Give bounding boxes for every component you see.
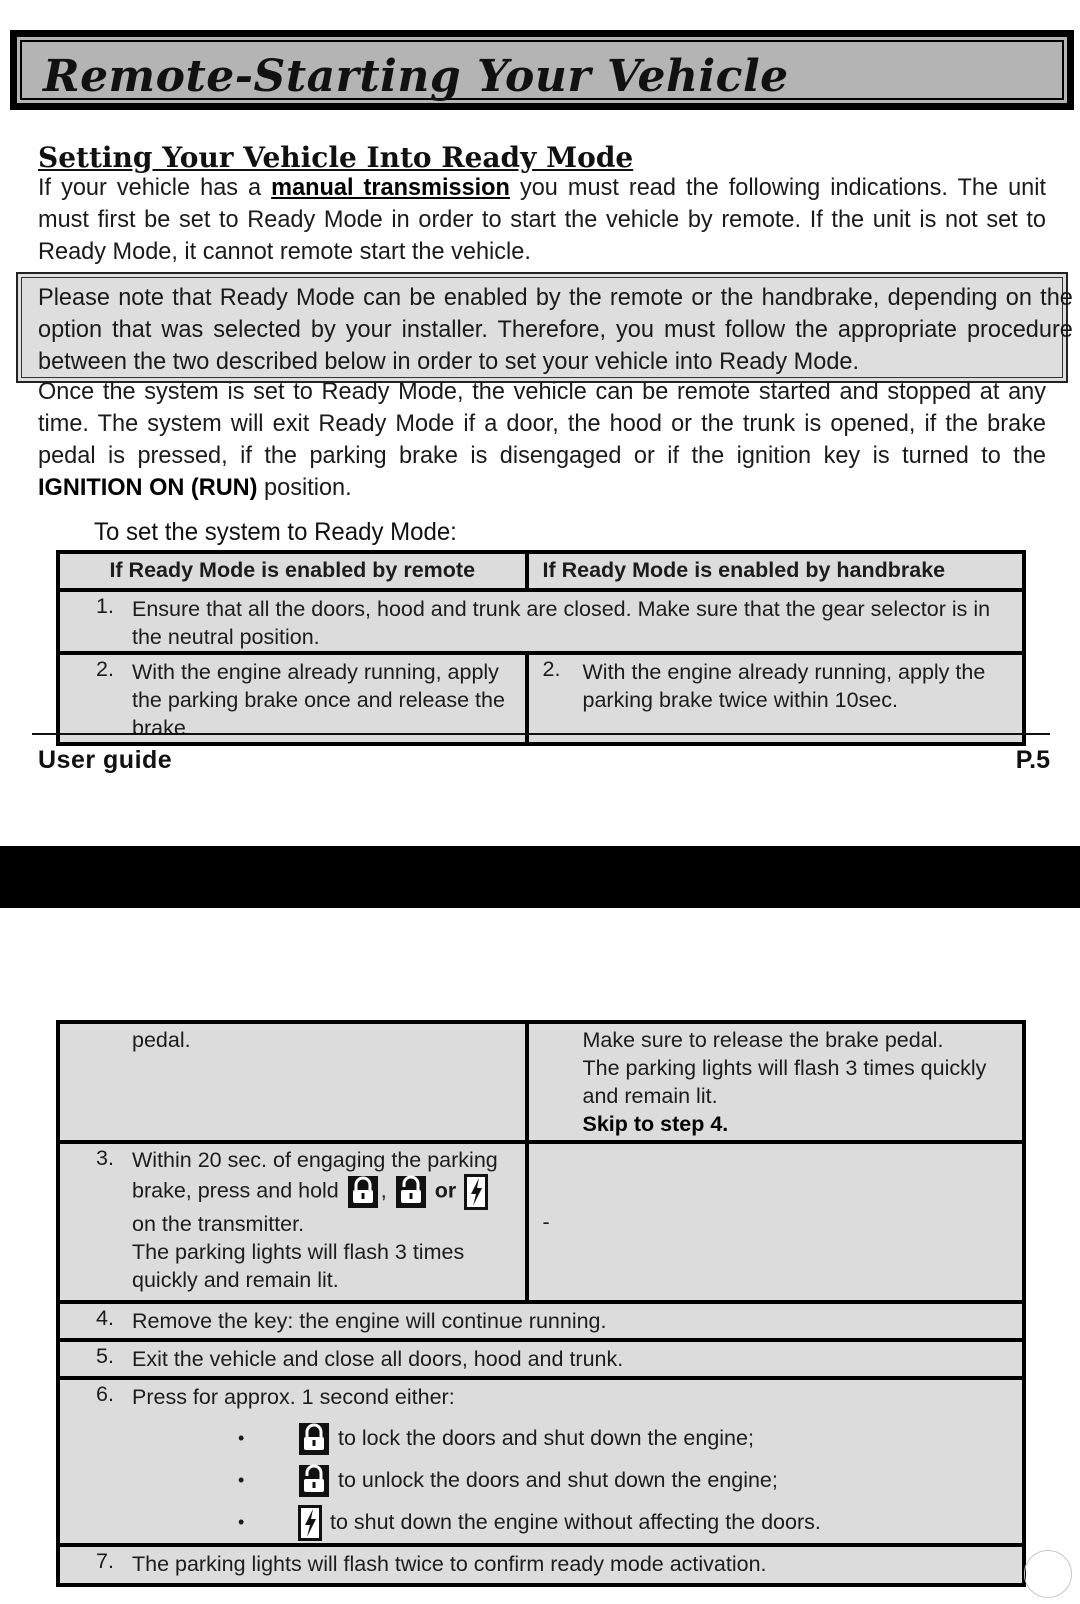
intro-paragraph <box>38 172 1046 268</box>
note-box <box>16 272 1073 383</box>
ignition-on-term: IGNITION ON (RUN) <box>38 474 258 501</box>
page-separator-band <box>0 846 1080 908</box>
unlock-option-text: to unlock the doors and shut down the engine; <box>337 1468 778 1492</box>
lock-option-text: to lock the doors and shut down the engine; <box>337 1426 754 1450</box>
continued-handbrake <box>529 1024 1023 1138</box>
step-3-handbrake-empty: - <box>542 1210 550 1234</box>
table-header-row <box>58 552 1024 590</box>
step-number: 4. <box>96 1306 114 1330</box>
intro-text-start: If your vehicle has a <box>38 174 272 201</box>
list-item <box>60 1417 1022 1459</box>
step-2-handbrake-text: With the engine already running, apply the parking brake twice within 10sec. <box>582 660 986 712</box>
lock-icon <box>298 1422 330 1456</box>
bullet: • <box>238 1512 245 1532</box>
manual-transmission-term: manual transmission <box>271 174 510 201</box>
icon-separator: , <box>380 1178 387 1203</box>
column-header-handbrake: If Ready Mode is enabled by handbrake <box>527 552 1025 590</box>
step-number: 6. <box>96 1382 114 1406</box>
step-6-text: Press for approx. 1 second either: <box>132 1385 455 1409</box>
step-3-text-c: The parking lights will flash 3 times quickly and remain lit. <box>132 1240 465 1292</box>
step-4-cell <box>58 1302 1024 1340</box>
step-number: 1. <box>96 594 114 618</box>
steps-title: To set the system to Ready Mode: <box>94 518 457 546</box>
step-number: 7. <box>96 1549 114 1573</box>
skip-step-text: Skip to step 4. <box>582 1112 729 1136</box>
release-brake-text: Make sure to release the brake pedal. <box>582 1028 944 1052</box>
table-row <box>58 1302 1024 1340</box>
step-2-handbrake-cell <box>527 653 1025 744</box>
watermark-seal <box>1024 1550 1072 1598</box>
unlock-icon <box>395 1175 427 1209</box>
step-3-remote-cell <box>58 1142 527 1302</box>
step-3 <box>60 1144 525 1294</box>
table-row <box>58 590 1024 653</box>
step-5 <box>60 1342 1022 1373</box>
stop-option-text: to shut down the engine without affecting the doors. <box>329 1510 821 1534</box>
step-5-cell <box>58 1340 1024 1378</box>
bullet: • <box>238 1428 245 1448</box>
step-2-handbrake <box>529 655 1023 714</box>
step-5-text: Exit the vehicle and close all doors, hood and trunk. <box>132 1347 624 1371</box>
exit-text-start: Once the system is set to Ready Mode, the vehicle can be remote started and stopped at any time. The system will exit Ready Mode if a door, the hood or the trunk is opened, if the brake pedal is pressed, if the parking brake is disengaged or if the ignition key is turned to the <box>38 378 1046 469</box>
step-1-text: Ensure that all the doors, hood and trunk are closed. Make sure that the gear selector is in the neutral position. <box>132 597 991 649</box>
page-number: P.5 <box>1015 746 1050 774</box>
lights-flash-text: The parking lights will flash 3 times quickly and remain lit. <box>582 1056 987 1108</box>
step-1 <box>60 592 1022 651</box>
step-7 <box>60 1547 1022 1578</box>
list-item <box>60 1459 1022 1501</box>
step-4-text: Remove the key: the engine will continue running. <box>132 1309 607 1333</box>
steps-table-top <box>56 550 1026 746</box>
step-number: 3. <box>96 1146 114 1170</box>
title-bar <box>10 30 1074 110</box>
steps-table-bottom <box>56 1020 1026 1587</box>
step-number: 2. <box>542 657 561 681</box>
continued-handbrake-cell <box>527 1022 1025 1142</box>
step-3-handbrake-cell <box>527 1142 1025 1302</box>
step-number: 2. <box>96 657 114 681</box>
continued-remote: pedal. <box>132 1028 191 1052</box>
column-header-remote: If Ready Mode is enabled by remote <box>58 552 527 590</box>
continued-remote-cell <box>58 1022 527 1142</box>
lightning-icon <box>464 1174 488 1210</box>
bullet: • <box>238 1470 245 1490</box>
step-1-cell <box>58 590 1024 653</box>
table-row <box>58 653 1024 744</box>
table-row <box>58 1142 1024 1302</box>
lock-icon <box>347 1175 379 1209</box>
step-2-remote <box>60 655 525 742</box>
step-3-text-b: on the transmitter. <box>132 1212 305 1236</box>
lightning-icon <box>298 1505 322 1541</box>
step-6-cell <box>58 1378 1024 1545</box>
exit-conditions-paragraph <box>38 376 1046 504</box>
step-number: 5. <box>96 1344 114 1368</box>
step-2-remote-cell <box>58 653 527 744</box>
table-row <box>58 1340 1024 1378</box>
table-row <box>58 1378 1024 1545</box>
footer-label: User guide <box>38 746 173 774</box>
page-title: Remote-Starting Your Vehicle <box>43 51 789 102</box>
list-item <box>60 1501 1022 1543</box>
intro-text-end: you must read the following indications. The unit must first be set to Ready Mode in order to start the vehicle by remote. If the unit is not set to Ready Mode, it cannot remote start the vehicle. <box>38 174 1046 265</box>
step-4 <box>60 1304 1022 1335</box>
step-6 <box>60 1380 1022 1411</box>
exit-text-end: position. <box>257 474 352 501</box>
unlock-icon <box>298 1464 330 1498</box>
note-text: Please note that Ready Mode can be enabled by the remote or the handbrake, depending on the option that was selected by your installer. Therefore, you must follow the appropriate procedure between the two described below in order to set your vehicle into Ready Mode. <box>38 284 1073 375</box>
step-3-text-a: Within 20 sec. of engaging the parking brake, press and hold <box>132 1148 498 1203</box>
footer-divider <box>32 733 1050 735</box>
table-row <box>58 1022 1024 1142</box>
step-7-text: The parking lights will flash twice to confirm ready mode activation. <box>132 1552 767 1576</box>
step-2-remote-text: With the engine already running, apply the parking brake once and release the brake <box>132 660 505 740</box>
shutdown-options-list <box>60 1417 1022 1543</box>
section-heading: Setting Your Vehicle Into Ready Mode <box>38 141 634 174</box>
or-word: or <box>434 1178 457 1203</box>
table-row <box>58 1545 1024 1585</box>
step-7-cell <box>58 1545 1024 1585</box>
